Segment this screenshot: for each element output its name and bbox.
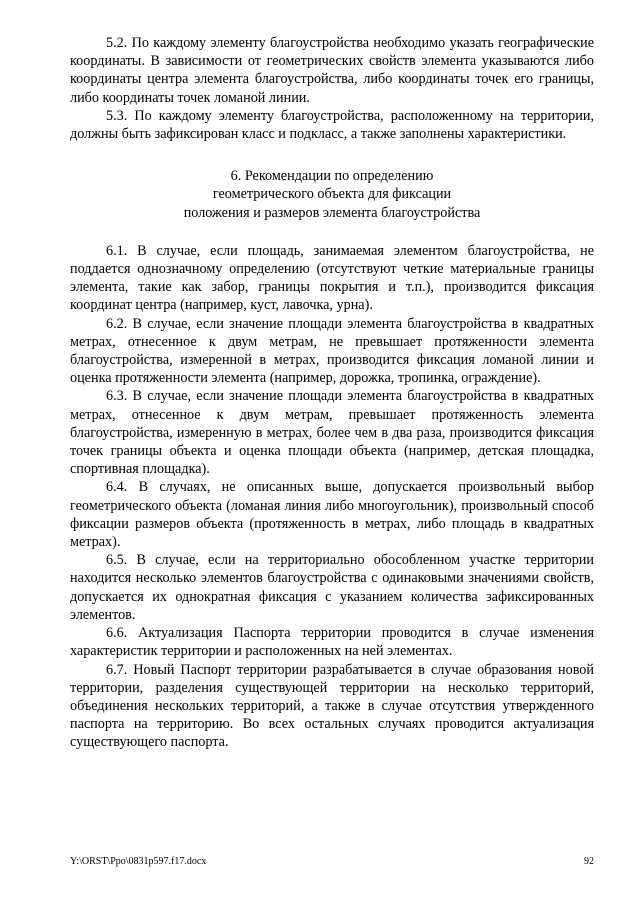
paragraph-6-3: 6.3. В случае, если значение площади элемента благоустройства в квадратных метрах, отнесенное к двум метрам, превышает протяженность элемента благоустройства, измеренную в метрах, более чем в два раза, производится фиксация точек границы объекта и оценка площади объекта (например, детская площадка, спортивная площадка). — [70, 388, 594, 478]
section-6-heading-line-3: положения и размеров элемента благоустройства — [183, 204, 481, 221]
paragraph-6-2: 6.2. В случае, если значение площади элемента благоустройства в квадратных метрах, отнесенное к двум метрам, не превышает протяженности элемента благоустройства, измеренной в метрах, производится фиксация ломаной линии и оценка протяженности элемента (например, дорожка, тропинка, ограждение). — [70, 315, 594, 387]
section-6-heading-line-1: 6. Рекомендации по определению — [230, 168, 434, 185]
paragraph-5-2: 5.2. По каждому элементу благоустройства необходимо указать географические координаты. В зависимости от геометрических свойств элемента указываются либо координаты центра элемента благоустройства, либо координаты точек его границы, либо координаты точек ломаной линии. — [70, 35, 594, 106]
footer-page-number: 92 — [584, 856, 594, 867]
section-6-heading — [70, 167, 594, 222]
paragraph-6-7: 6.7. Новый Паспорт территории разрабатывается в случае образования новой территории, разделения существующей территории на несколько территорий, объединения нескольких территорий, а также в случае отсутствия утвержденного паспорта на территорию. Во всех остальных случаях проводится актуализация существующего паспорта. — [70, 661, 594, 751]
document-page — [70, 34, 594, 752]
paragraph-6-6: 6.6. Актуализация Паспорта территории проводится в случае изменения характеристик территории и расположенных на ней элементах. — [70, 625, 594, 660]
section-6-heading-line-2: геометрического объекта для фиксации — [212, 186, 452, 203]
paragraph-6-5: 6.5. В случае, если на территориально обособленном участке территории находится несколько элементов благоустройства с одинаковыми значениями свойств, допускается их однократная фиксация с указанием количества зафиксированных элементов. — [70, 552, 594, 623]
paragraph-5-3: 5.3. По каждому элементу благоустройства, расположенному на территории, должны быть зафиксирован класс и подкласс, а также заполнены характеристики. — [70, 107, 594, 143]
footer-file-path: Y:\ORST\Ppo\0831p597.f17.docx — [70, 856, 207, 867]
paragraph-6-4: 6.4. В случаях, не описанных выше, допускается произвольный выбор геометрического объекта (ломаная линия либо многоугольник), произвольный способ фиксации размеров объекта (протяженность в метрах, либо площадь в квадратных метрах). — [70, 479, 594, 551]
paragraph-6-1: 6.1. В случае, если площадь, занимаемая элементом благоустройства, не поддается однозначному определению (отсутствуют четкие материальные границы элемента, такие как забор, границы покрытия и т.п.), производится фиксация координат центра (например, куст, лавочка, урна). — [70, 242, 594, 314]
